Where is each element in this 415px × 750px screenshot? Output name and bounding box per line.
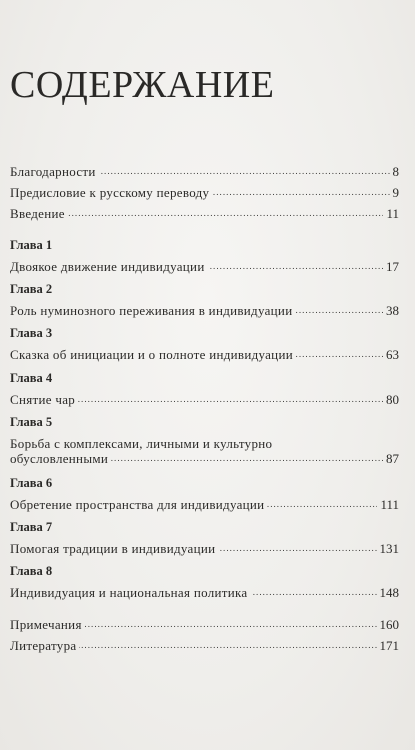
toc-entry-page: 80 <box>386 392 399 407</box>
toc-entry-preface[interactable] <box>10 185 399 200</box>
chapter-heading-4: Глава 4 <box>10 371 53 385</box>
toc-entry-label: Литература <box>10 638 77 653</box>
chapter-heading-6: Глава 6 <box>10 476 53 490</box>
toc-entry-page: 38 <box>386 303 399 318</box>
toc-entry-page: 111 <box>380 497 399 512</box>
toc-entry-label: Помогая традиции в индивидуации <box>10 541 216 556</box>
toc-entry-label: Снятие чар <box>10 392 76 407</box>
dot-leader <box>111 451 383 466</box>
toc-entry-chapter-5[interactable] <box>10 436 399 466</box>
toc-entry-label: Двоякое движение индивидуации <box>10 259 205 274</box>
dot-leader <box>85 617 377 632</box>
toc-entry-chapter-7[interactable] <box>10 541 399 556</box>
toc-entry-page: 148 <box>379 585 399 600</box>
toc-entry-label: Примечания <box>10 617 82 632</box>
toc-entry-label-line2: обусловленными <box>10 451 109 466</box>
chapter-heading-2: Глава 2 <box>10 282 53 296</box>
toc-entry-page: 63 <box>386 347 399 362</box>
toc-entry-page: 160 <box>379 617 399 632</box>
dot-leader <box>267 497 377 512</box>
toc-entry-chapter-4[interactable] <box>10 392 399 407</box>
dot-leader <box>78 392 383 407</box>
dot-leader <box>79 638 376 653</box>
toc-entry-page: 131 <box>379 541 399 556</box>
toc-entry-label: Сказка об инициации и о полноте индивидуации <box>10 347 293 362</box>
chapter-heading-1: Глава 1 <box>10 238 53 252</box>
chapter-heading-7: Глава 7 <box>10 520 53 534</box>
toc-entry-label-line1: Борьба с комплексами, личными и культурно <box>10 436 273 451</box>
toc-entry-label: Введение <box>10 206 65 221</box>
dot-leader <box>208 259 383 274</box>
toc-entry-chapter-2[interactable] <box>10 303 399 318</box>
toc-entry-bibliography[interactable] <box>10 638 399 653</box>
toc-entry-label: Роль нуминозного переживания в индивидуации <box>10 303 293 318</box>
toc-entry-page: 87 <box>386 451 399 466</box>
dot-leader <box>212 185 389 200</box>
chapter-heading-5: Глава 5 <box>10 415 53 429</box>
toc-entry-introduction[interactable] <box>10 206 399 221</box>
toc-entry-acknowledgements[interactable] <box>10 164 399 179</box>
dot-leader <box>99 164 390 179</box>
toc-entry-label: Благодарности <box>10 164 96 179</box>
toc-entry-label: Обретение пространства для индивидуации <box>10 497 265 512</box>
toc-entry-notes[interactable] <box>10 617 399 632</box>
dot-leader <box>296 347 383 362</box>
toc-entry-label: Индивидуация и национальная политика <box>10 585 248 600</box>
dot-leader <box>68 206 384 221</box>
toc-entry-page: 171 <box>379 638 399 653</box>
toc-entry-chapter-8[interactable] <box>10 585 399 600</box>
toc-entry-chapter-6[interactable] <box>10 497 399 512</box>
dot-leader <box>295 303 383 318</box>
toc-entry-page: 11 <box>386 206 399 221</box>
dot-leader <box>218 541 376 556</box>
page-title: СОДЕРЖАНИЕ <box>10 64 275 106</box>
chapter-heading-8: Глава 8 <box>10 564 53 578</box>
toc-entry-page: 17 <box>386 259 399 274</box>
toc-entry-page: 9 <box>392 185 399 200</box>
toc-entry-page: 8 <box>392 164 399 179</box>
toc-entry-label: Предисловие к русскому переводу <box>10 185 210 200</box>
dot-leader <box>251 585 377 600</box>
toc-entry-line2 <box>10 451 399 466</box>
toc-entry-chapter-1[interactable] <box>10 259 399 274</box>
toc-entry-chapter-3[interactable] <box>10 347 399 362</box>
chapter-heading-3: Глава 3 <box>10 326 53 340</box>
